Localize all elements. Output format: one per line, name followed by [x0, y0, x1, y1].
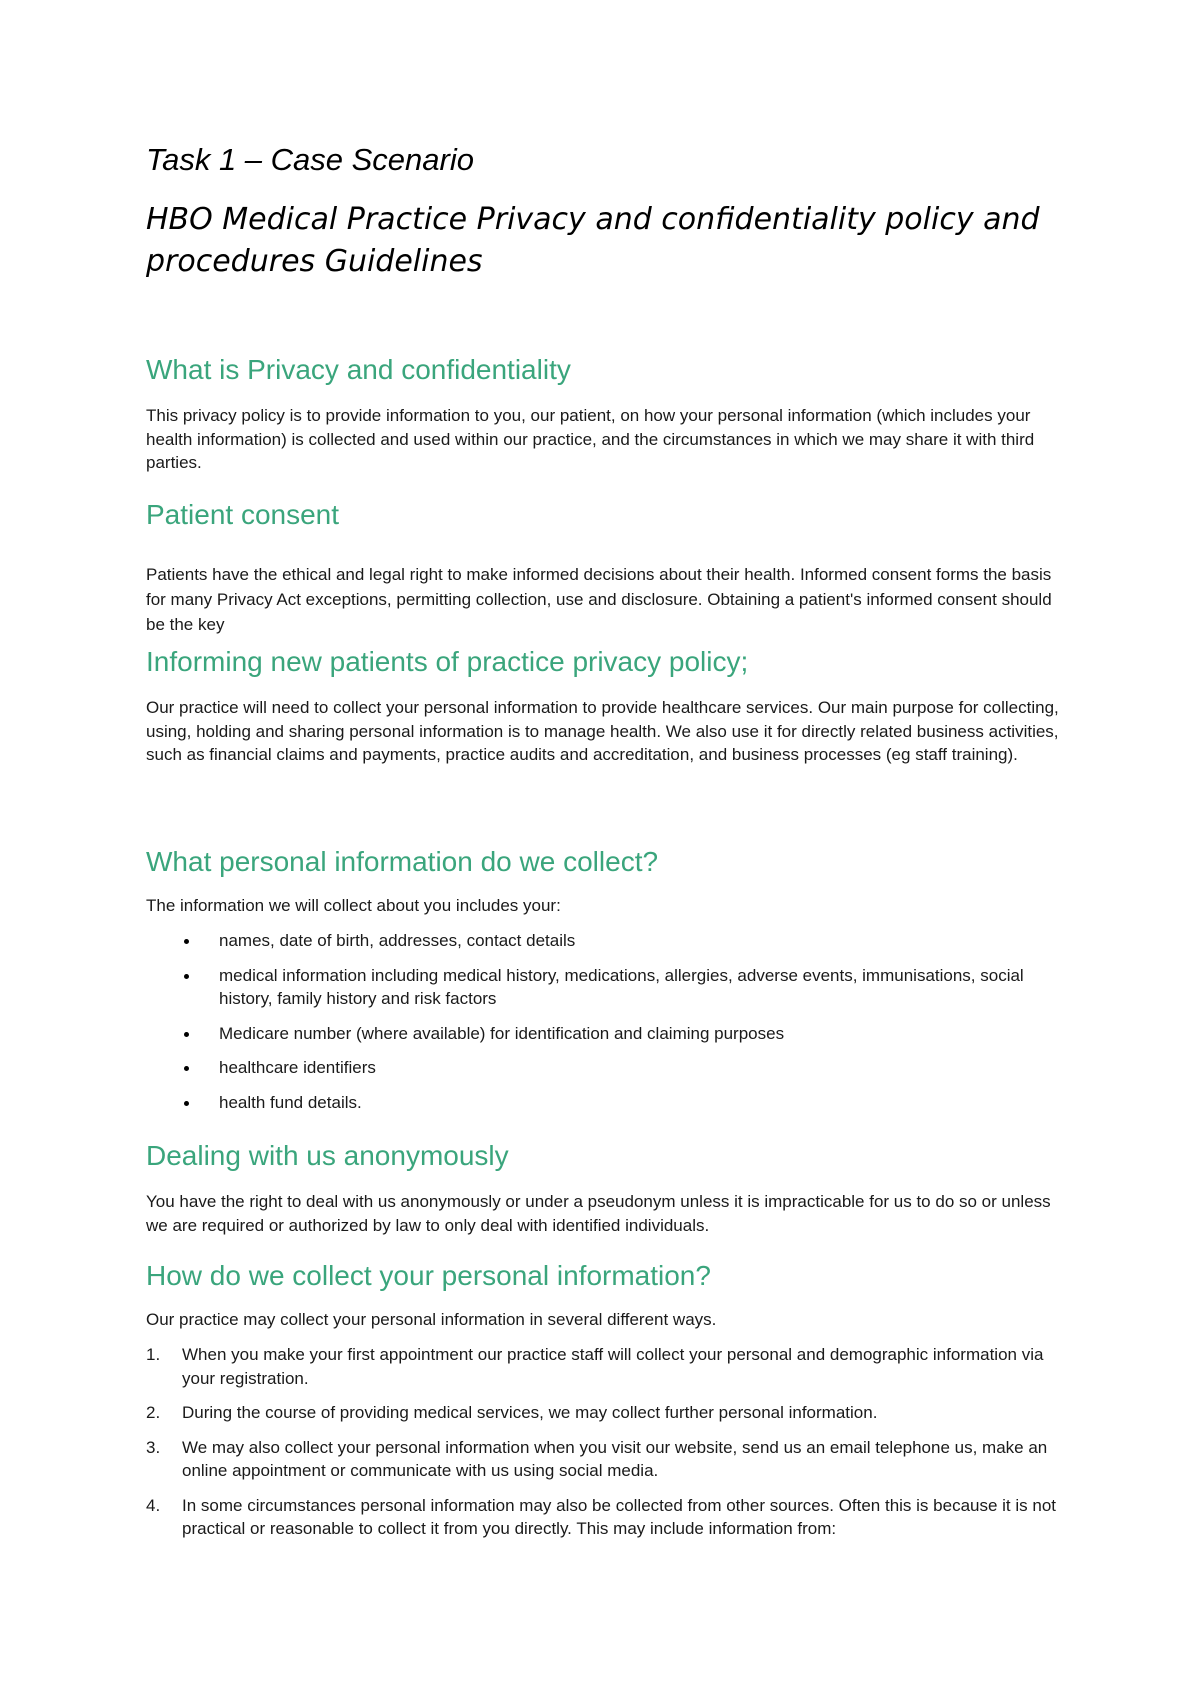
list-item: 3. We may also collect your personal information when you visit our website, send us an email telephone us, make an online appointment or communicate with us using social media. — [146, 1437, 1048, 1480]
collect-list — [146, 929, 1066, 1125]
section-heading-anonymous: Dealing with us anonymously — [146, 1140, 509, 1171]
section-body-anonymous: You have the right to deal with us anonymously or under a pseudonym unless it is impracticable for us to do so or unless we are required or authorized by law to only deal with identified individuals. — [146, 1192, 1051, 1235]
section-body-privacy: This privacy policy is to provide information to you, our patient, on how your personal information (which includes your health information) is collected and used within our practice, and the circumstances in which we may share it with third parties. — [146, 406, 1035, 472]
list-item: 1. When you make your first appointment our practice staff will collect your personal and demographic information via your registration. — [146, 1345, 1044, 1388]
bullet-icon — [184, 1066, 189, 1071]
list-item: medical information including medical history, medications, allergies, adverse events, immunisations, social history, family history and risk factors — [146, 964, 1066, 1011]
bullet-icon — [184, 974, 189, 979]
list-item: Medicare number (where available) for identification and claiming purposes — [146, 1022, 1066, 1046]
section-intro-collect: The information we will collect about you includes your: — [146, 896, 561, 915]
section-body-consent: Patients have the ethical and legal right to make informed decisions about their health. Informed consent forms the basis for many Privacy Act exceptions, permitting collection, use and disclosure. Obtaining a patient's informed consent should be the key — [146, 565, 1052, 634]
section-heading-how: How do we collect your personal information? — [146, 1260, 711, 1291]
section-body-informing: Our practice will need to collect your personal information to provide healthcare services. Our main purpose for collecting, using, holding and sharing personal information is to manage health. We also use it for directly related business activities, such as financial claims and payments, practice audits and accreditation, and business processes (eg staff training). — [146, 698, 1059, 764]
bullet-icon — [184, 1032, 189, 1037]
list-item: 4. In some circumstances personal information may also be collected from other sources. Often this is because it is not practical or reasonable to collect it from you directly. This may include information from: — [146, 1495, 1057, 1538]
document-title: HBO Medical Practice Privacy and confidentiality policy and procedures Guidelines — [146, 202, 1040, 279]
bullet-icon — [184, 1101, 189, 1106]
section-heading-consent: Patient consent — [146, 499, 340, 530]
list-item: healthcare identifiers — [146, 1056, 1066, 1080]
list-item: 2. During the course of providing medical services, we may collect further personal information. — [146, 1403, 878, 1422]
list-item: health fund details. — [146, 1091, 1066, 1115]
section-heading-collect: What personal information do we collect? — [146, 846, 659, 877]
how-list — [146, 1343, 1066, 1552]
list-item: names, date of birth, addresses, contact details — [146, 929, 1066, 953]
task-title: Task 1 – Case Scenario — [146, 142, 474, 177]
bullet-icon — [184, 939, 189, 944]
section-intro-how: Our practice may collect your personal information in several different ways. — [146, 1310, 717, 1329]
section-heading-privacy: What is Privacy and confidentiality — [146, 354, 571, 385]
section-heading-informing: Informing new patients of practice privacy policy; — [146, 646, 749, 677]
